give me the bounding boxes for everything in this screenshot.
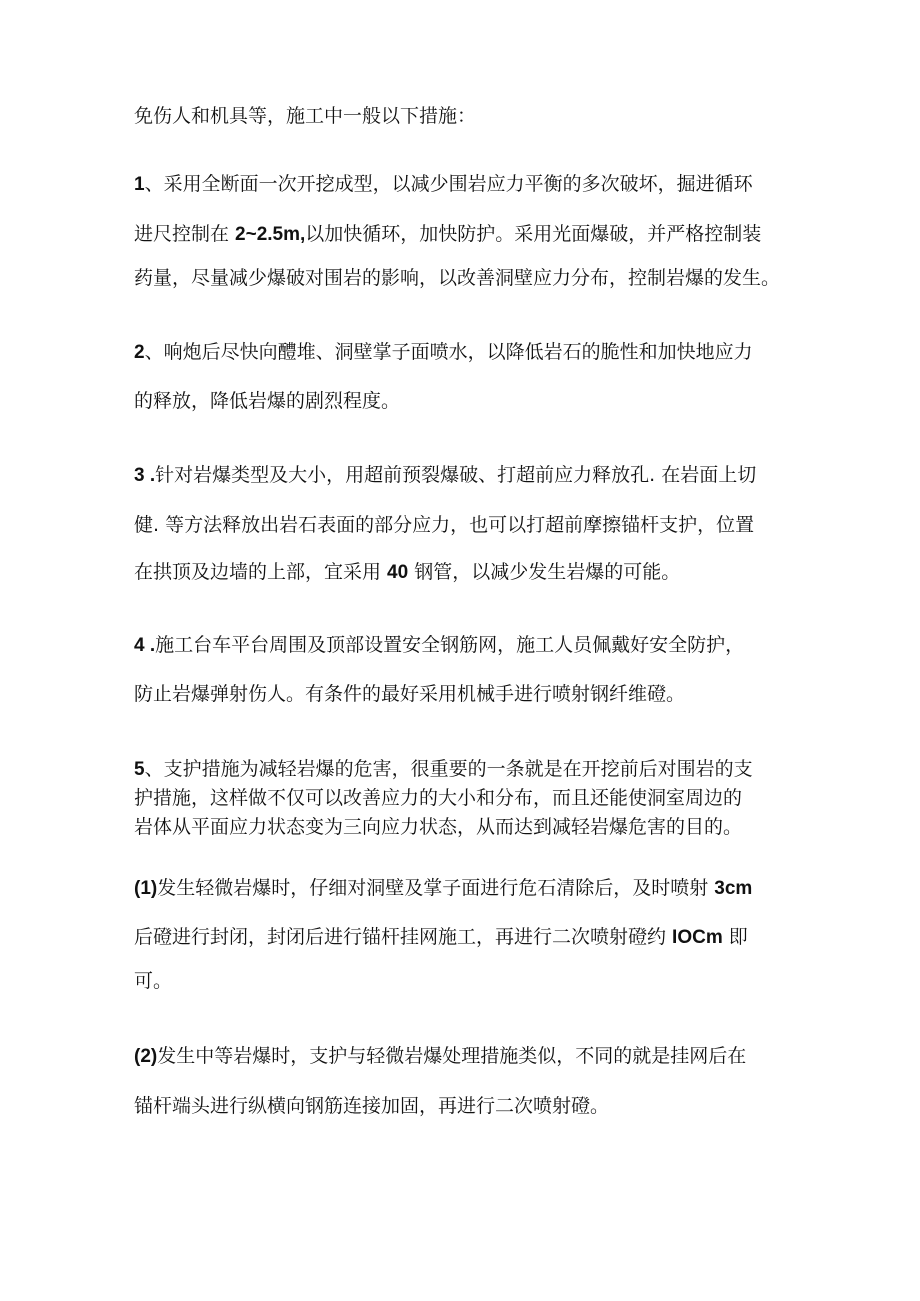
paragraph-5-line-2	[134, 786, 742, 810]
bold-value: IOCm	[672, 927, 723, 948]
subitem-2-line-2	[134, 1094, 609, 1118]
line-text: 锚杆端头进行纵横向钢筋连接加固，再进行二次喷射磴。	[134, 1095, 610, 1117]
bold-value: 3cm	[714, 878, 753, 899]
item-number: 4 .	[134, 635, 156, 656]
line-text: 发生轻微岩爆时，仔细对洞壁及掌子面进行危石清除后，及时喷射	[157, 877, 715, 899]
line-text: 可。	[134, 970, 173, 992]
paragraph-3-line-3	[134, 560, 680, 585]
line-text: 即	[722, 926, 748, 948]
subitem-number: (2)	[134, 1046, 158, 1067]
line-text: 针对岩爆类型及大小，用超前预裂爆破、打超前应力释放孔. 在岩面上切	[155, 464, 757, 486]
paragraph-3-line-1	[134, 463, 756, 488]
line-text: 发生中等岩爆时，支护与轻微岩爆处理措施类似，不同的就是挂网后在	[157, 1045, 747, 1067]
subitem-number: (1)	[134, 878, 158, 899]
bold-value: 2~2.5m,	[235, 224, 306, 245]
line-text: 、采用全断面一次开挖成型，以减少围岩应力平衡的多次破坏，掘进循环	[144, 173, 753, 195]
subitem-1-line-2	[134, 925, 748, 950]
line-text: 的释放，降低岩爆的剧烈程度。	[134, 390, 401, 412]
subitem-2-line-1	[134, 1044, 746, 1069]
line-text: 施工台车平台周围及顶部设置安全钢筋网，施工人员佩戴好安全防护，	[155, 634, 745, 656]
line-text: 药量，尽量减少爆破对围岩的影响，以改善洞壁应力分布，控制岩爆的发生。	[134, 267, 781, 289]
text-line	[134, 104, 476, 128]
line-text: 免伤人和机具等，施工中一般以下措施：	[134, 105, 477, 127]
paragraph-4-line-1	[134, 633, 744, 658]
paragraph-2-line-2	[134, 389, 400, 413]
item-number: 5	[134, 759, 145, 780]
paragraph-3-line-2	[134, 513, 754, 537]
subitem-1-line-3	[134, 969, 172, 993]
paragraph-1-line-1	[134, 172, 753, 197]
paragraph-2-line-1	[134, 340, 753, 365]
line-text: 后磴进行封闭，封闭后进行锚杆挂网施工，再进行二次喷射磴约	[134, 926, 673, 948]
line-text: 、响炮后尽快向醴堆、洞壁掌子面喷水，以降低岩石的脆性和加快地应力	[144, 341, 753, 363]
bold-value: 40	[387, 562, 409, 583]
paragraph-5-line-3	[134, 815, 742, 839]
line-text: 在拱顶及边墙的上部，宜采用	[134, 561, 388, 583]
paragraph-1-line-2	[134, 222, 761, 247]
line-text: 护措施，这样做不仅可以改善应力的大小和分布，而且还能使洞室周边的	[134, 787, 743, 809]
paragraph-5-line-1	[134, 757, 753, 782]
paragraph-4-line-2	[134, 682, 685, 706]
line-text: 、支护措施为减轻岩爆的危害，很重要的一条就是在开挖前后对围岩的支	[144, 758, 753, 780]
item-number: 1	[134, 174, 145, 195]
line-text: 进尺控制在	[134, 223, 236, 245]
item-number: 2	[134, 342, 145, 363]
item-number: 3 .	[134, 465, 156, 486]
line-text: 岩体从平面应力状态变为三向应力状态，从而达到减轻岩爆危害的目的。	[134, 816, 743, 838]
paragraph-1-line-3	[134, 266, 780, 290]
line-text: 防止岩爆弹射伤人。有条件的最好采用机械手进行喷射钢纤维磴。	[134, 683, 686, 705]
line-text: 以加快循环，加快防护。采用光面爆破，并严格控制装	[305, 223, 762, 245]
line-text: 钢管，以减少发生岩爆的可能。	[408, 561, 681, 583]
subitem-1-line-1	[134, 876, 752, 901]
line-text: 健. 等方法释放出岩石表面的部分应力，也可以打超前摩擦锚杆支护，位置	[134, 514, 755, 536]
